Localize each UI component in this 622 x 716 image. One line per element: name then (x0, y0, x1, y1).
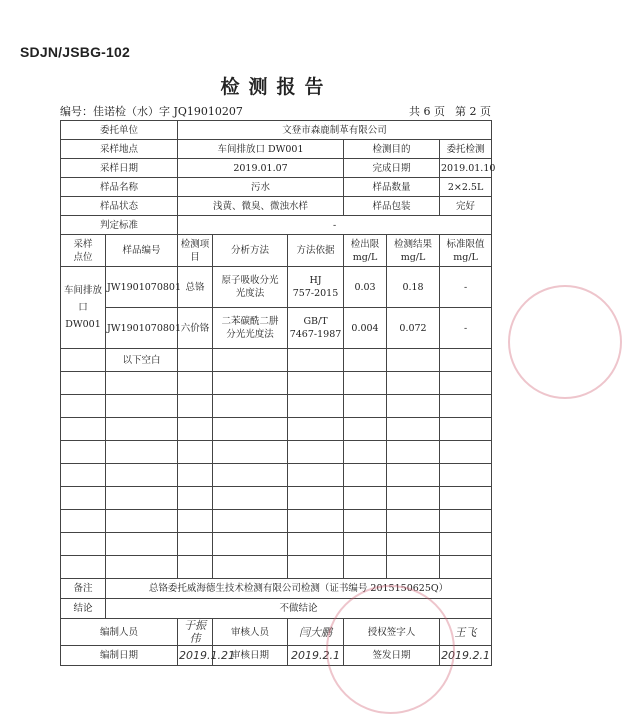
sample-qty-value: 2×2.5L (440, 178, 492, 197)
site-label: 采样地点 (61, 140, 178, 159)
client-label: 委托单位 (61, 121, 178, 140)
table-row (61, 395, 492, 418)
site-value: 车间排放口 DW001 (178, 140, 344, 159)
table-row (61, 441, 492, 464)
sampling-point: 车间排放 口 DW001 (61, 267, 106, 349)
table-row (61, 418, 492, 441)
row2-std: - (440, 308, 492, 349)
header-std: 标准限值 mg/L (440, 235, 492, 267)
sample-name-label: 样品名称 (61, 178, 178, 197)
finish-date-label: 完成日期 (344, 159, 440, 178)
header-limit: 检出限 mg/L (344, 235, 387, 267)
row1-basis: HJ 757-2015 (288, 267, 344, 308)
standard-label: 判定标准 (61, 216, 178, 235)
table-row (61, 464, 492, 487)
issue-date-label: 签发日期 (344, 646, 440, 666)
review-date-value: 2019.2.1 (288, 646, 344, 666)
purpose-value: 委托检测 (440, 140, 492, 159)
report-table (60, 120, 496, 666)
signer-signature: 王飞 (440, 619, 492, 646)
sample-date-value: 2019.01.07 (178, 159, 344, 178)
report-number: 编号：佳诺检（水）字 JQ19010207 (60, 105, 243, 118)
table-row (61, 308, 492, 349)
signer-label: 授权签字人 (344, 619, 440, 646)
finish-date-value: 2019.01.10 (440, 159, 492, 178)
table-row (61, 372, 492, 395)
purpose-label: 检测目的 (344, 140, 440, 159)
reviewer-signature: 闫大鹏 (288, 619, 344, 646)
review-date-label: 审核日期 (213, 646, 288, 666)
sample-pack-label: 样品包装 (344, 197, 440, 216)
remark-label: 备注 (61, 579, 106, 599)
sample-pack-value: 完好 (440, 197, 492, 216)
blank-note: 以下空白 (106, 349, 178, 372)
sample-state-label: 样品状态 (61, 197, 178, 216)
compiler-signature: 于振伟 (178, 619, 213, 646)
current-page: 第 2 页 (455, 105, 491, 118)
header-basis: 方法依据 (288, 235, 344, 267)
header-method: 分析方法 (213, 235, 288, 267)
row2-item: 六价铬 (178, 308, 213, 349)
row1-result: 0.18 (387, 267, 440, 308)
row2-result: 0.072 (387, 308, 440, 349)
document-title: 检测报告 (220, 76, 333, 98)
total-pages: 共 6 页 (409, 105, 445, 118)
table-row (61, 487, 492, 510)
header-item: 检测项 目 (178, 235, 213, 267)
client-value: 文登市森鹿制革有限公司 (178, 121, 492, 140)
row2-limit: 0.004 (344, 308, 387, 349)
row2-sample-no: JW1901070801 (106, 308, 178, 349)
table-row (61, 533, 492, 556)
header-sample-no: 样品编号 (106, 235, 178, 267)
issue-date-value: 2019.2.1 (440, 646, 492, 666)
header-result: 检测结果 mg/L (387, 235, 440, 267)
table-row (61, 349, 492, 372)
row1-sample-no: JW1901070801 (106, 267, 178, 308)
compile-date-label: 编制日期 (61, 646, 178, 666)
remark-value: 总铬委托威海德生技术检测有限公司检测（证书编号 2015150625Q） (106, 579, 492, 599)
table-row (61, 510, 492, 533)
row1-std: - (440, 267, 492, 308)
row1-method: 原子吸收分光 光度法 (213, 267, 288, 308)
row1-limit: 0.03 (344, 267, 387, 308)
row2-basis: GB/T 7467-1987 (288, 308, 344, 349)
row2-method: 二苯碳酰二肼 分光光度法 (213, 308, 288, 349)
document-code: SDJN/JSBG-102 (20, 44, 130, 60)
reviewer-label: 审核人员 (213, 619, 288, 646)
edge-seal-stamp (508, 285, 622, 399)
row1-item: 总铬 (178, 267, 213, 308)
table-row (61, 556, 492, 579)
sample-qty-label: 样品数量 (344, 178, 440, 197)
compile-date-value: 2019.1.21 (178, 646, 213, 666)
sample-date-label: 采样日期 (61, 159, 178, 178)
conclusion-label: 结论 (61, 599, 106, 619)
page-indicator (409, 103, 491, 119)
sample-name-value: 污水 (178, 178, 344, 197)
table-row (61, 267, 492, 308)
header-point: 采样 点位 (61, 235, 106, 267)
conclusion-value: 不做结论 (106, 599, 492, 619)
compiler-label: 编制人员 (61, 619, 178, 646)
sample-state-value: 浅黄、微臭、微浊水样 (178, 197, 344, 216)
standard-value: - (178, 216, 492, 235)
